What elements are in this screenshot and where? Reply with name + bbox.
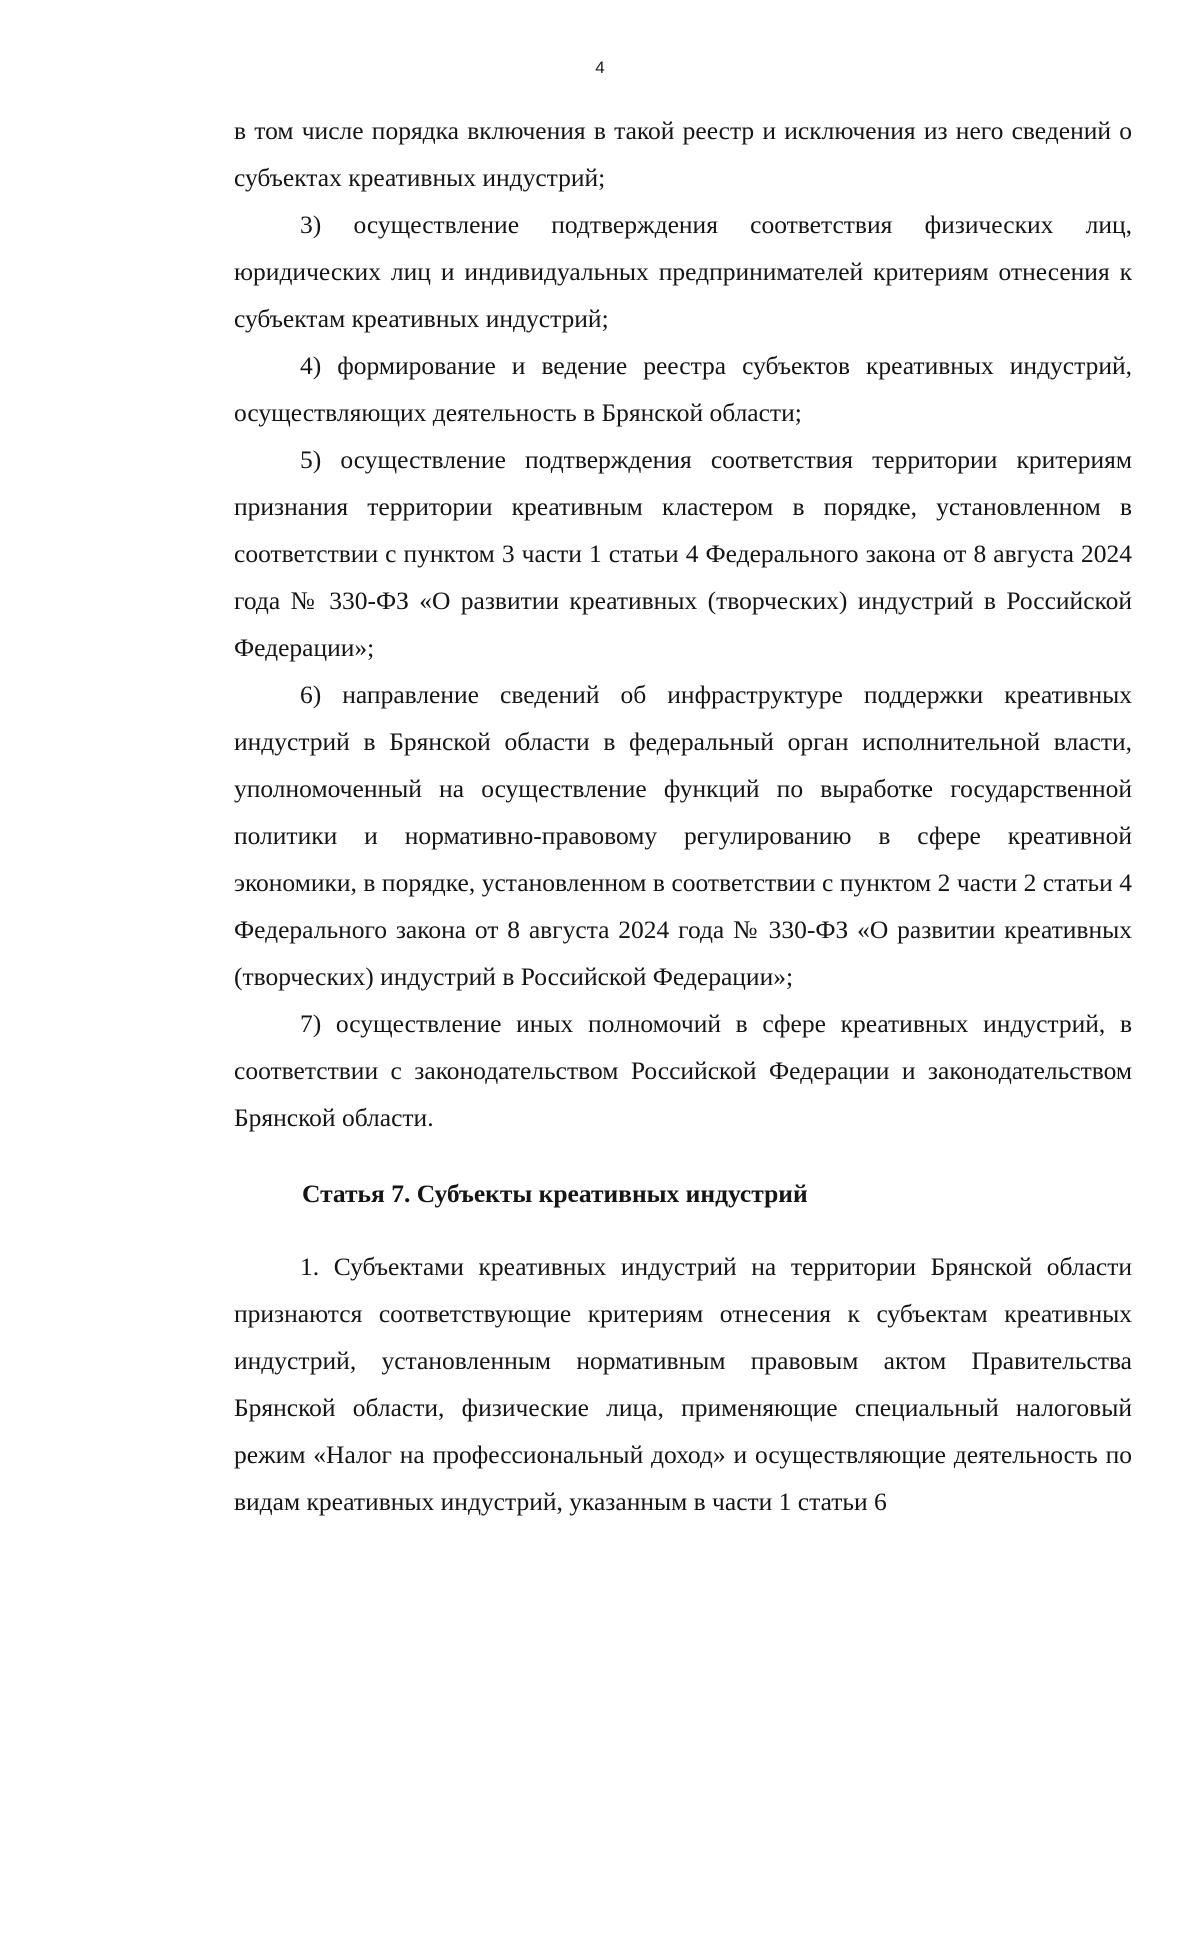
paragraph-item-5: 5) осуществление подтверждения соответствия территории критериям признания территории креативным кластером в порядке, установленном в соответствии с пунктом 3 части 1 статьи 4 Федерального закона от 8 августа 2024 года № 330-ФЗ «О развитии креативных (творческих) индустрий в Российской Федерации»; — [234, 445, 1132, 662]
page-number: 4 — [595, 58, 605, 77]
article-heading: Статья 7. Субъекты креативных индустрий — [302, 1179, 808, 1208]
paragraph-continuation: в том числе порядка включения в такой реестр и исключения из него сведений о субъектах креативных индустрий; — [234, 116, 1132, 192]
article-paragraph-1: 1. Субъектами креативных индустрий на территории Брянской области признаются соответствующие критериям отнесения к субъектам креативных индустрий, установленным нормативным правовым актом Правительства Брянской области, физические лица, применяющие специальный налоговый режим «Налог на профессиональный доход» и осуществляющие деятельность по видам креативных индустрий, указанным в части 1 статьи 6 — [234, 1252, 1132, 1516]
article-body — [234, 1243, 1132, 1525]
paragraph-item-3: 3) осуществление подтверждения соответствия физических лиц, юридических лиц и индивидуальных предпринимателей критериям отнесения к субъектам креативных индустрий; — [234, 210, 1132, 333]
document-body — [234, 107, 1132, 1141]
paragraph-item-4: 4) формирование и ведение реестра субъектов креативных индустрий, осуществляющих деятельность в Брянской области; — [234, 351, 1132, 427]
paragraph-item-6: 6) направление сведений об инфраструктуре поддержки креативных индустрий в Брянской области в федеральный орган исполнительной власти, уполномоченный на осуществление функций по выработке государственной политики и нормативно-правовому регулированию в сфере креативной экономики, в порядке, установленном в соответствии с пунктом 2 части 2 статьи 4 Федерального закона от 8 августа 2024 года № 330-ФЗ «О развитии креативных (творческих) индустрий в Российской Федерации»; — [234, 680, 1132, 991]
paragraph-item-7: 7) осуществление иных полномочий в сфере креативных индустрий, в соответствии с законодательством Российской Федерации и законодательством Брянской области. — [234, 1009, 1132, 1132]
